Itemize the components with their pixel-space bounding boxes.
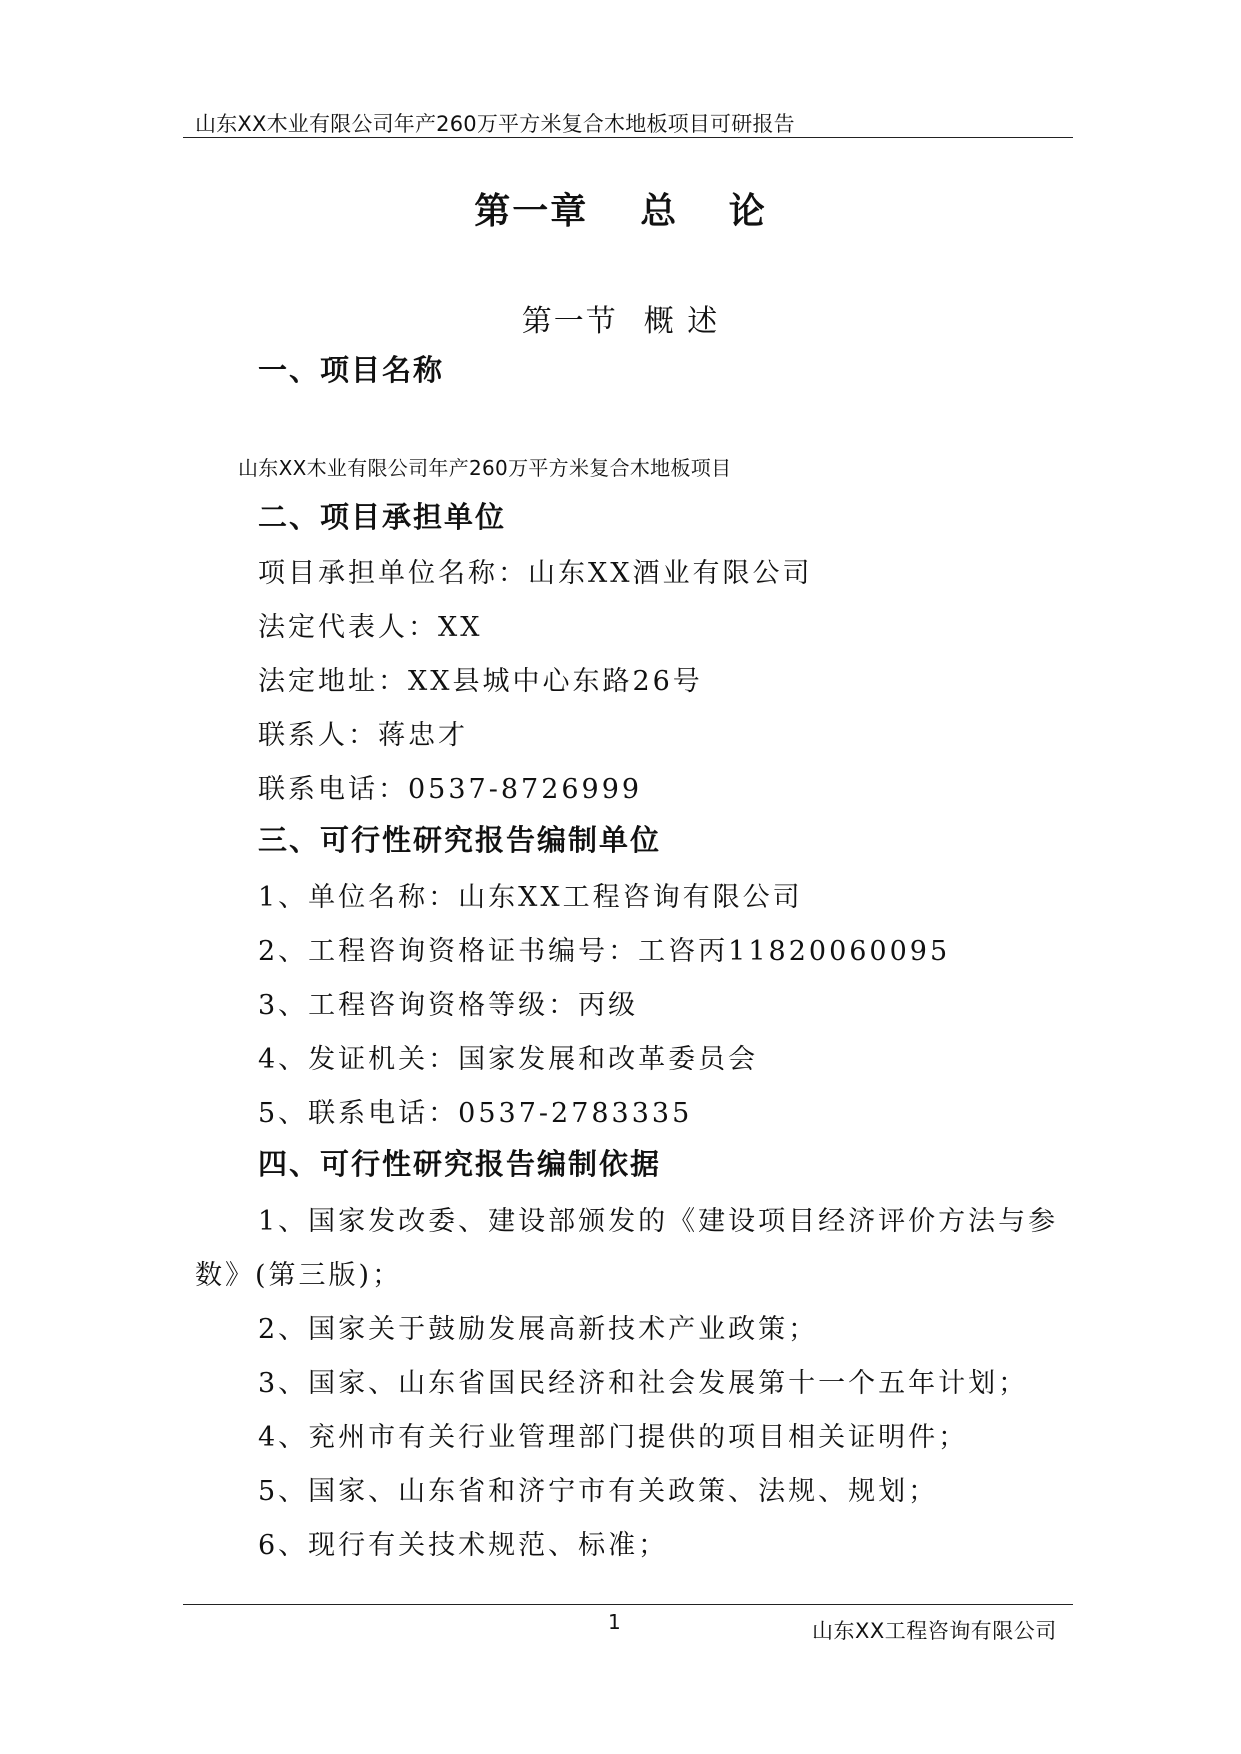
basis-item-1-line-1: 1、国家发改委、建设部颁发的《建设项目经济评价方法与参 [258, 1206, 1059, 1237]
page-number: 1 [608, 1610, 621, 1634]
footer-rule [183, 1604, 1073, 1605]
section-name: 概 述 [643, 304, 720, 339]
basis-item-1-line-2: 数》(第三版)； [195, 1260, 403, 1291]
heading-undertaking-unit: 二、项目承担单位 [258, 500, 507, 534]
compiler-item-2: 2、工程咨询资格证书编号：工咨丙11820060095 [258, 936, 951, 967]
chapter-name: 总 论 [640, 191, 767, 232]
contact-phone-line: 联系电话：0537-8726999 [258, 774, 643, 805]
heading-project-name: 一、项目名称 [258, 353, 445, 387]
compiler-item-4: 4、发证机关：国家发展和改革委员会 [258, 1044, 759, 1075]
basis-item-6: 6、现行有关技术规范、标准； [258, 1530, 669, 1561]
legal-address-line: 法定地址：XX县城中心东路26号 [258, 666, 703, 697]
project-name-text: 山东XX木业有限公司年产260万平方米复合木地板项目 [238, 456, 732, 480]
compiler-item-1: 1、单位名称：山东XX工程咨询有限公司 [258, 882, 803, 913]
basis-item-3: 3、国家、山东省国民经济和社会发展第十一个五年计划； [258, 1368, 1029, 1399]
unit-name-line: 项目承担单位名称：山东XX酒业有限公司 [258, 558, 813, 589]
basis-item-4: 4、兖州市有关行业管理部门提供的项目相关证明件； [258, 1422, 969, 1453]
chapter-number: 第一章 [474, 191, 589, 232]
compiler-item-5: 5、联系电话：0537-2783335 [258, 1098, 693, 1129]
heading-compiling-unit: 三、可行性研究报告编制单位 [258, 823, 662, 857]
contact-person-line: 联系人：蒋忠才 [258, 720, 468, 751]
section-title [0, 296, 1241, 340]
page-header-title: 山东XX木业有限公司年产260万平方米复合木地板项目可研报告 [195, 112, 795, 136]
compiler-item-3: 3、工程咨询资格等级：丙级 [258, 990, 639, 1021]
header-rule [183, 137, 1073, 138]
chapter-title [0, 183, 1241, 234]
basis-item-2: 2、国家关于鼓励发展高新技术产业政策； [258, 1314, 819, 1345]
legal-rep-line: 法定代表人：XX [258, 612, 483, 643]
footer-company: 山东XX工程咨询有限公司 [812, 1619, 1057, 1643]
section-number: 第一节 [521, 304, 618, 339]
basis-item-5: 5、国家、山东省和济宁市有关政策、法规、规划； [258, 1476, 939, 1507]
heading-compiling-basis: 四、可行性研究报告编制依据 [258, 1147, 662, 1181]
